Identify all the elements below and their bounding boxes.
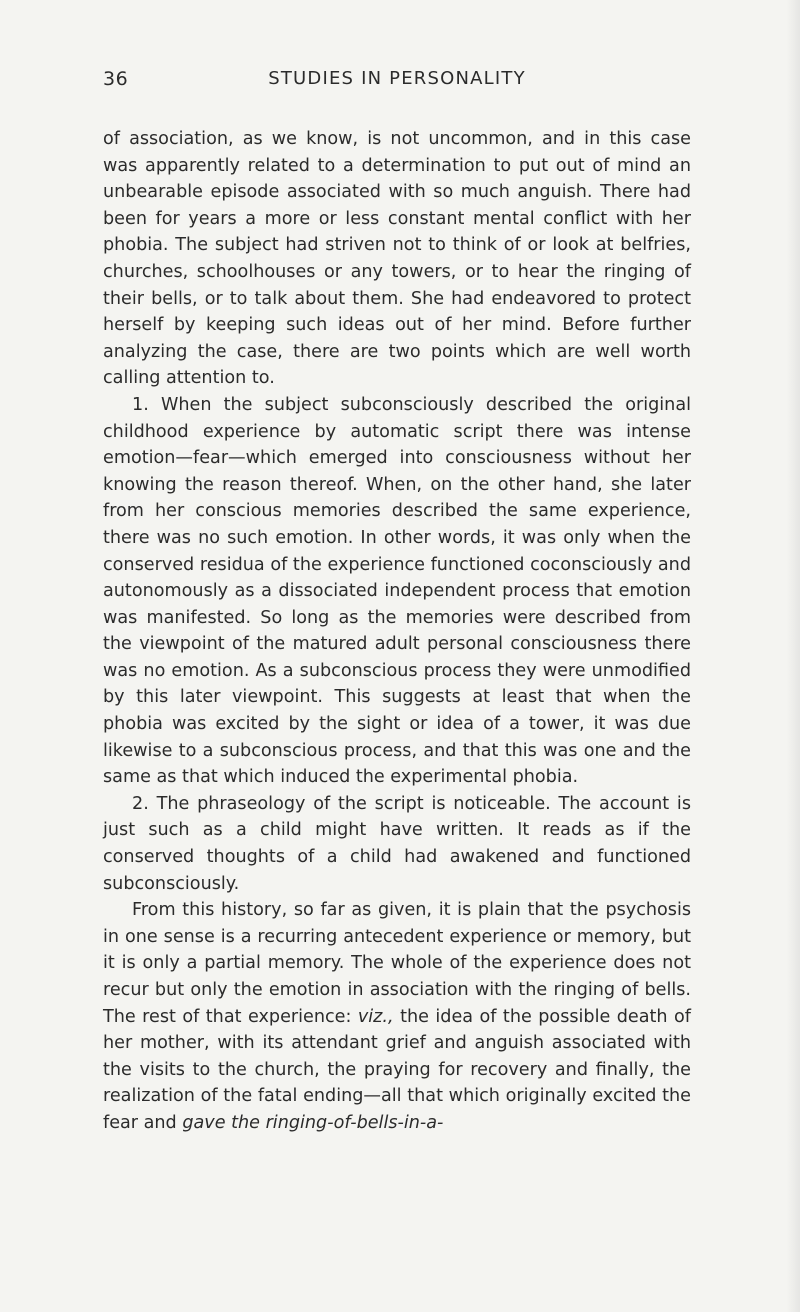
running-title: STUDIES IN PERSONALITY <box>268 68 526 89</box>
body-text <box>103 126 691 1137</box>
italic-text: viz., <box>357 1006 394 1027</box>
paragraph: 2. The phraseology of the script is noticeable. The account is just such as a child might have written. It reads as if the conserved thoughts of a child had awakened and functioned subconsciously. <box>103 793 691 894</box>
page-header <box>103 68 691 92</box>
scan-edge-shadow <box>786 0 800 1312</box>
text-run: From this history, so far as given, it is plain that the psychosis in one sense is a recurring antecedent experience or memory, but it is only a partial memory. The whole of the experience does not recur but only the emotion in association with the ringing of bells. The rest of that experience: <box>103 900 691 1027</box>
text-run: the idea of the possible death of her mother, with its attendant grief and anguish associated with the visits to the church, the praying for recovery and finally, the realization of the fatal ending—all that which originally excited the fear and <box>103 1006 691 1133</box>
paragraph <box>103 897 691 1136</box>
italic-text: gave the ringing-of-bells-in-a- <box>182 1112 444 1133</box>
paragraph: of association, as we know, is not uncommon, and in this case was apparently related to a determination to put out of mind an unbearable episode associated with so much anguish. There had been for years a more or less constant mental conflict with her phobia. The subject had striven not to think of or look at belfries, churches, schoolhouses or any towers, or to hear the ringing of their bells, or to talk about them. She had endeavored to protect herself by keeping such ideas out of her mind. Before further analyzing the case, there are two points which are well worth calling attention to. <box>103 129 691 389</box>
paragraph: 1. When the subject subconsciously described the original childhood experience by automatic script there was intense emotion—fear—which emerged into consciousness without her knowing the reason thereof. When, on the other hand, she later from her conscious memories described the same experience, there was no such emotion. In other words, it was only when the conserved residua of the experience functioned coconsciously and autonomously as a dissociated independent process that emotion was manifested. So long as the memories were described from the viewpoint of the matured adult personal consciousness there was no emotion. As a subconscious process they were unmodified by this later viewpoint. This suggests at least that when the phobia was excited by the sight or idea of a tower, it was due likewise to a subconscious process, and that this was one and the same as that which induced the experimental phobia. <box>103 394 691 788</box>
page-number: 36 <box>103 68 129 90</box>
